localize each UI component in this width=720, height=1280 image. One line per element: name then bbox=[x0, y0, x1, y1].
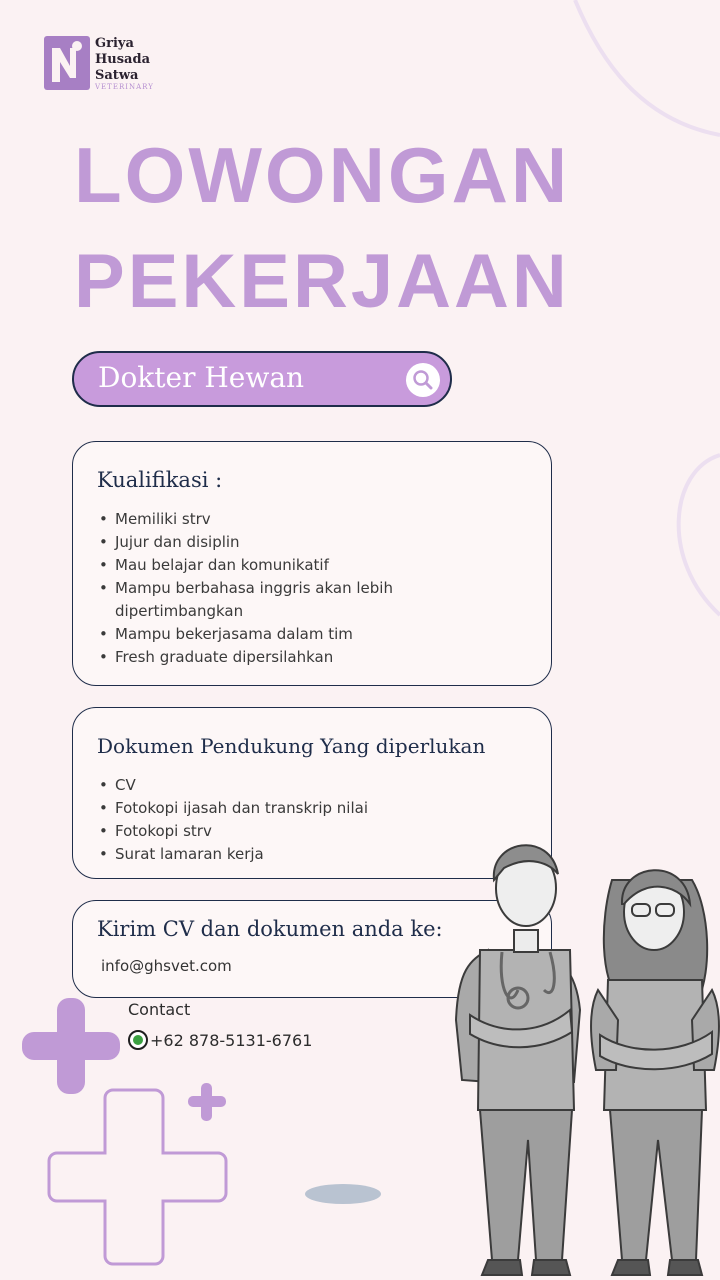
brand-sub: VETERINARY bbox=[95, 83, 154, 91]
list-item: • Fotokopi strv bbox=[97, 820, 517, 843]
contact-label: Contact bbox=[128, 1000, 191, 1019]
list-item: • Mampu bekerjasama dalam tim bbox=[97, 623, 427, 646]
list-item: • Memiliki strv bbox=[97, 508, 427, 531]
list-item: • Mau belajar dan komunikatif bbox=[97, 554, 427, 577]
role-pill bbox=[72, 351, 452, 407]
submit-title: Kirim CV dan dokumen anda ke: bbox=[97, 917, 443, 941]
whatsapp-icon bbox=[128, 1030, 148, 1050]
search-icon bbox=[406, 363, 440, 397]
documents-title: Dokumen Pendukung Yang diperlukan bbox=[97, 734, 486, 758]
brand-name-line3: Satwa bbox=[95, 68, 139, 83]
list-item: • Jujur dan disiplin bbox=[97, 531, 427, 554]
qualifications-title: Kualifikasi : bbox=[97, 468, 223, 492]
plus-decoration-filled bbox=[22, 998, 120, 1094]
female-vet-figure bbox=[591, 870, 719, 1275]
contact-phone-row[interactable] bbox=[128, 1030, 312, 1050]
qualifications-list bbox=[97, 508, 427, 669]
headline-line2: PEKERJAAN bbox=[74, 239, 570, 324]
plus-decoration-outline bbox=[49, 1090, 226, 1264]
list-item: • Surat lamaran kerja bbox=[97, 843, 517, 866]
list-item: • Mampu berbahasa inggris akan lebih dipertimbangkan bbox=[97, 577, 427, 623]
list-item: • Fresh graduate dipersilahkan bbox=[97, 646, 427, 669]
brand-name bbox=[95, 36, 150, 84]
brand-name-line1: Griya bbox=[95, 36, 134, 51]
role-label: Dokter Hewan bbox=[98, 361, 305, 394]
headline-line1: LOWONGAN bbox=[74, 131, 571, 219]
list-item: • Fotokopi ijasah dan transkrip nilai bbox=[97, 797, 517, 820]
veterinarians-illustration bbox=[440, 820, 720, 1280]
qualifications-card bbox=[72, 441, 552, 686]
submit-email[interactable]: info@ghsvet.com bbox=[101, 957, 232, 975]
male-vet-figure bbox=[456, 845, 580, 1275]
contact-phone: +62 878-5131-6761 bbox=[150, 1031, 313, 1050]
plus-decoration-small bbox=[188, 1083, 226, 1121]
brand-logo-icon bbox=[44, 36, 90, 90]
brand-name-line2: Husada bbox=[95, 52, 150, 67]
list-item: • CV bbox=[97, 774, 517, 797]
